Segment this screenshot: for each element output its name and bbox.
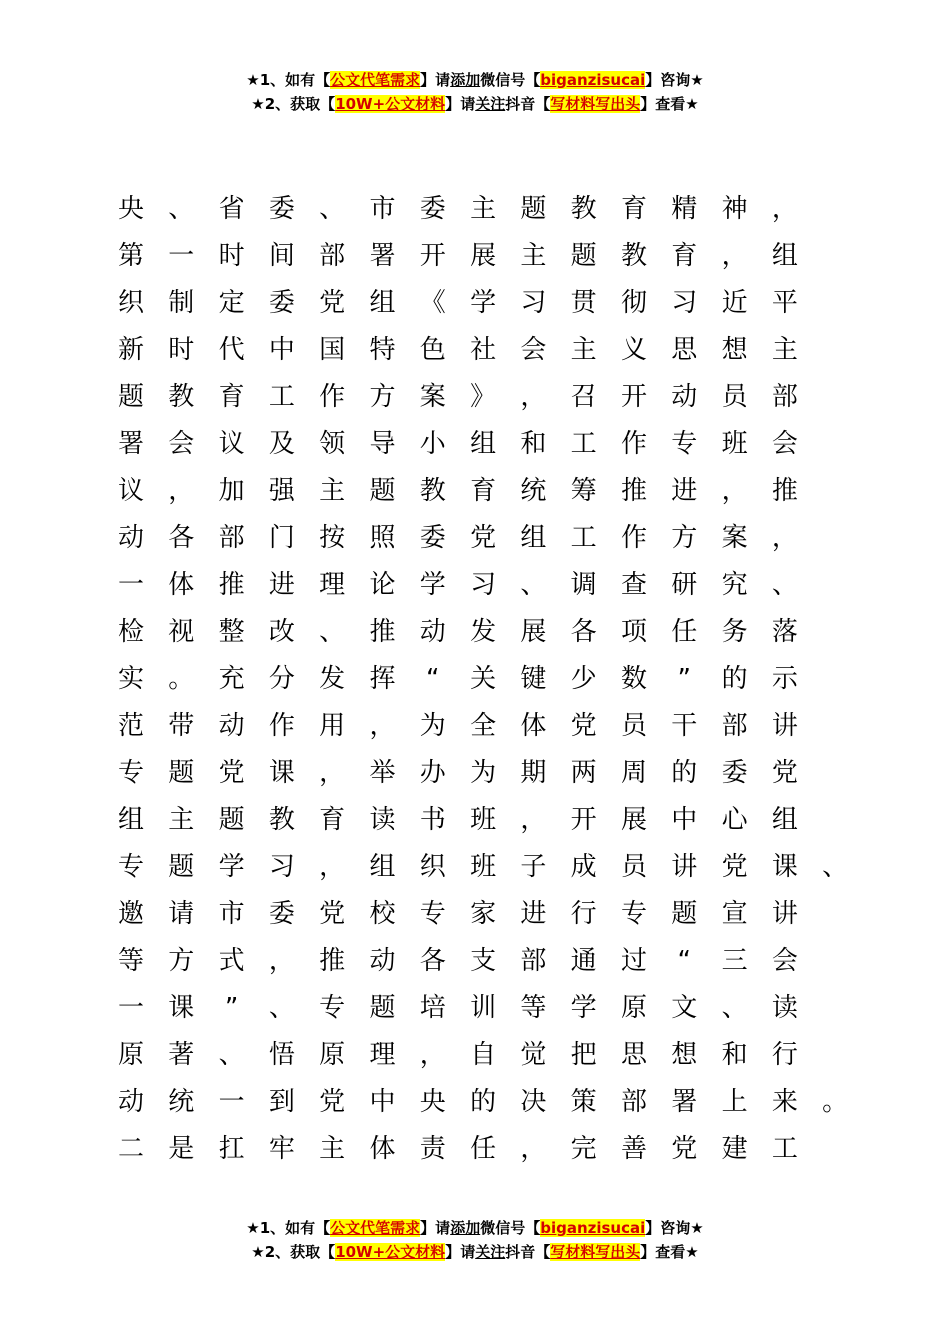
text-line: 原 著 、 悟 原 理 ， 自 觉 把 思 想 和 行 — [117, 1040, 798, 1070]
notice-underline: 关注 — [475, 95, 506, 113]
notice-text: 】查看★ — [640, 1243, 699, 1261]
text-line: 央 、 省 委 、 市 委 主 题 教 育 精 神 ， — [117, 194, 798, 224]
text-line: 一 体 推 进 理 论 学 习 、 调 查 研 究 、 — [117, 570, 798, 600]
notice-text: 】请 — [445, 95, 476, 113]
text-line: 检 视 整 改 、 推 动 发 展 各 项 任 务 落 — [117, 617, 798, 647]
notice-text: 】咨询★ — [645, 71, 704, 89]
notice-highlight: 公文代笔需求 — [330, 1219, 421, 1237]
text-line: 题 教 育 工 作 方 案 》 ， 召 开 动 员 部 — [117, 382, 798, 412]
douyin-account: 写材料写出头 — [550, 95, 641, 113]
notice-highlight: 10W+公文材料 — [335, 1243, 446, 1261]
notice-text: 】查看★ — [640, 95, 699, 113]
notice-underline: 关注 — [475, 1243, 506, 1261]
notice-line-2 — [0, 92, 950, 116]
notice-text: ★1、如有【 — [246, 71, 331, 89]
notice-highlight: 公文代笔需求 — [330, 71, 421, 89]
notice-text: 抖音【 — [505, 1243, 551, 1261]
wechat-id: biganzisucai — [540, 1219, 646, 1237]
text-line: 二 是 扛 牢 主 体 责 任 ， 完 善 党 建 工 — [117, 1134, 798, 1164]
footer-notice — [0, 1216, 950, 1264]
notice-line-2 — [0, 1240, 950, 1264]
text-line: 等 方 式 ， 推 动 各 支 部 通 过 “ 三 会 — [117, 946, 798, 976]
text-line: 动 各 部 门 按 照 委 党 组 工 作 方 案 ， — [117, 523, 798, 553]
text-line: 第 一 时 间 部 署 开 展 主 题 教 育 ， 组 — [117, 241, 798, 271]
notice-line-1 — [0, 68, 950, 92]
notice-line-1 — [0, 1216, 950, 1240]
text-line: 署 会 议 及 领 导 小 组 和 工 作 专 班 会 — [117, 429, 798, 459]
notice-text: ★2、获取【 — [251, 95, 336, 113]
text-line: 织 制 定 委 党 组 《 学 习 贯 彻 习 近 平 — [117, 288, 798, 318]
notice-underline: 添加 — [450, 1219, 481, 1237]
text-line: 专 题 党 课 ， 举 办 为 期 两 周 的 委 党 — [117, 758, 798, 788]
notice-text: 】请 — [420, 1219, 451, 1237]
notice-text: 】请 — [445, 1243, 476, 1261]
text-line: 范 带 动 作 用 ， 为 全 体 党 员 干 部 讲 — [117, 711, 798, 741]
header-notice — [0, 68, 950, 116]
notice-text: 微信号【 — [480, 1219, 541, 1237]
wechat-id: biganzisucai — [540, 71, 646, 89]
text-line: 邀 请 市 委 党 校 专 家 进 行 专 题 宣 讲 — [117, 899, 798, 929]
text-line: 组 主 题 教 育 读 书 班 ， 开 展 中 心 组 — [117, 805, 798, 835]
text-line: 实 。 充 分 发 挥 “ 关 键 少 数 ” 的 示 — [117, 664, 798, 694]
notice-underline: 添加 — [450, 71, 481, 89]
notice-highlight: 10W+公文材料 — [335, 95, 446, 113]
text-line: 专 题 学 习 ， 组 织 班 子 成 员 讲 党 课 、 — [117, 852, 849, 882]
document-body — [0, 186, 950, 1173]
notice-text: ★2、获取【 — [251, 1243, 336, 1261]
text-line: 新 时 代 中 国 特 色 社 会 主 义 思 想 主 — [117, 335, 798, 365]
notice-text: 】咨询★ — [645, 1219, 704, 1237]
notice-text: 】请 — [420, 71, 451, 89]
notice-text: ★1、如有【 — [246, 1219, 331, 1237]
text-line: 议 ， 加 强 主 题 教 育 统 筹 推 进 ， 推 — [117, 476, 798, 506]
notice-text: 微信号【 — [480, 71, 541, 89]
text-line: 一 课 ” 、 专 题 培 训 等 学 原 文 、 读 — [117, 993, 798, 1023]
text-line: 动 统 一 到 党 中 央 的 决 策 部 署 上 来 。 — [117, 1087, 849, 1117]
douyin-account: 写材料写出头 — [550, 1243, 641, 1261]
notice-text: 抖音【 — [505, 95, 551, 113]
